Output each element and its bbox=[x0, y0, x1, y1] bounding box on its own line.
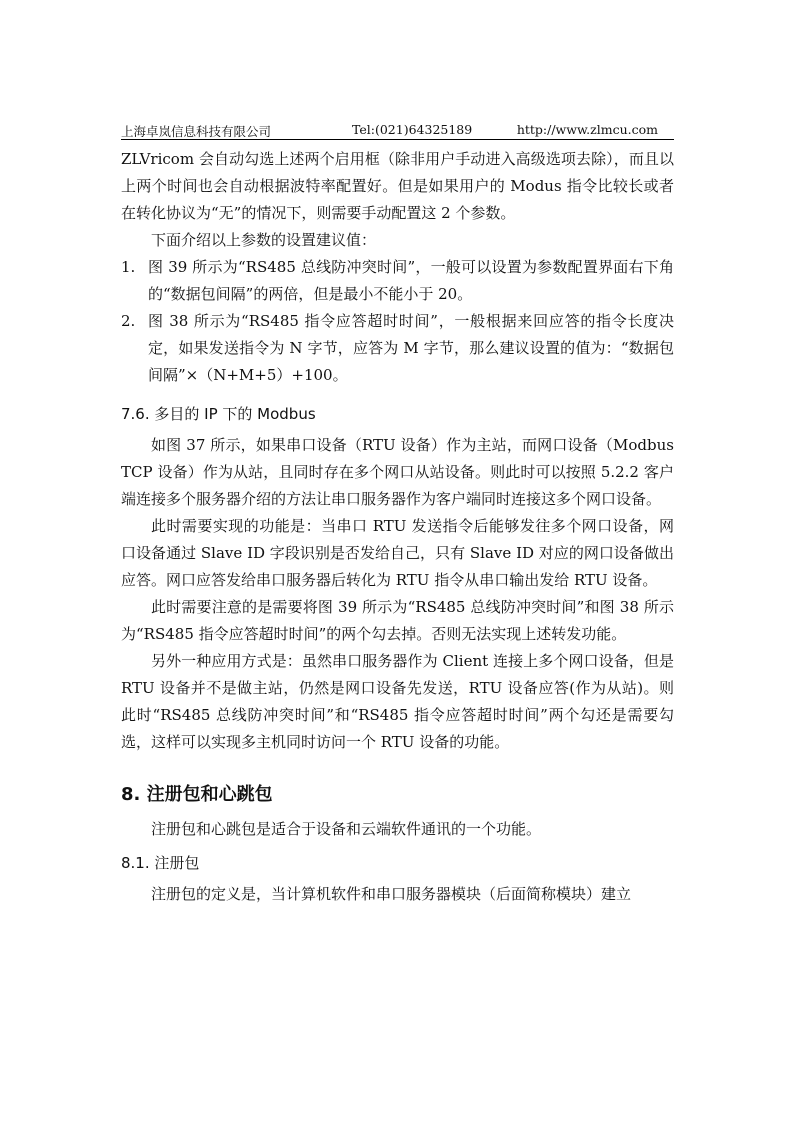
list-item bbox=[121, 254, 674, 308]
paragraph-8-1-1: 注册包的定义是，当计算机软件和串口服务器模块（后面简称模块）建立 bbox=[151, 885, 632, 903]
paragraph-7-6-2: 此时需要实现的功能是：当串口 RTU 发送指令后能够发往多个网口设备，网口设备通过 Slave ID 字段识别是否发给自己，只有 Slave ID 对应的网口设备做出应答。网口应答发给串口服务器后转化为 RTU 指令从串口输出发给 RTU 设备。 bbox=[121, 517, 674, 589]
header-url: http://www.zlmcu.com bbox=[516, 122, 658, 137]
section-heading-8: 8. 注册包和心跳包 bbox=[121, 784, 273, 805]
paragraph-7-6-4: 另外一种应用方式是：虽然串口服务器作为 Client 连接上多个网口设备，但是 RTU 设备并不是做主站，仍然是网口设备先发送，RTU 设备应答(作为从站)。则此时“RS485 总线防冲突时间”和“RS485 指令应答超时时间”两个勾还是需要勾选，这样可以实现多主机同时访问一个 RTU 设备的功能。 bbox=[121, 652, 674, 751]
paragraph-7-6-3: 此时需要注意的是需要将图 39 所示为“RS485 总线防冲突时间”和图 38 所示为“RS485 指令应答超时时间”的两个勾去掉。否则无法实现上述转发功能。 bbox=[121, 598, 674, 643]
list-item-number: 2. bbox=[121, 312, 136, 330]
paragraph-suggest: 下面介绍以上参数的设置建议值： bbox=[151, 231, 377, 249]
list-item bbox=[121, 308, 674, 389]
paragraph-7-6-1: 如图 37 所示，如果串口设备（RTU 设备）作为主站，而网口设备（Modbus TCP 设备）作为从站，且同时存在多个网口从站设备。则此时可以按照 5.2.2 客户端连接多个服务器介绍的方法让串口服务器作为客户端同时连接这多个网口设备。 bbox=[121, 436, 674, 508]
paragraph-8-1: 注册包和心跳包是适合于设备和云端软件通讯的一个功能。 bbox=[151, 820, 542, 838]
section-heading-7-6: 7.6. 多目的 IP 下的 Modbus bbox=[121, 405, 316, 423]
paragraph-intro: ZLVricom 会自动勾选上述两个启用框（除非用户手动进入高级选项去除），而且以上两个时间也会自动根据波特率配置好。但是如果用户的 Modus 指令比较长或者在转化协议为“无”的情况下，则需要手动配置这 2 个参数。 bbox=[121, 150, 674, 222]
list-item-text: 图 39 所示为“RS485 总线防冲突时间”，一般可以设置为参数配置界面右下角的“数据包间隔”的两倍，但是最小不能小于 20。 bbox=[148, 258, 674, 303]
list-item-text: 图 38 所示为“RS485 指令应答超时时间”，一般根据来回应答的指令长度决定，如果发送指令为 N 字节，应答为 M 字节，那么建议设置的值为：“数据包间隔”×（N+M+5）+100。 bbox=[148, 312, 674, 384]
header-company: 上海卓岚信息科技有限公司 bbox=[121, 124, 272, 139]
list-item-number: 1. bbox=[121, 258, 136, 276]
document-body bbox=[121, 146, 674, 908]
header-tel: Tel:(021)64325189 bbox=[352, 122, 473, 137]
section-heading-8-1: 8.1. 注册包 bbox=[121, 854, 200, 872]
page-header bbox=[121, 121, 674, 140]
